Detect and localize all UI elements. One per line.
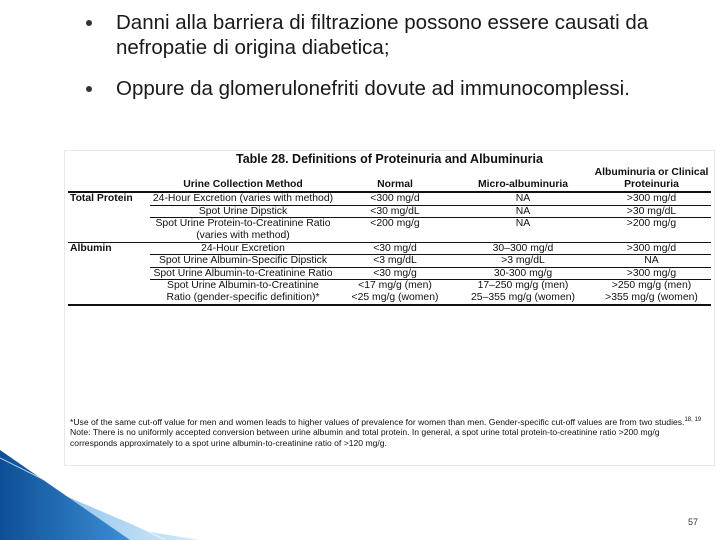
micro-cell: 30-300 mg/g [454,267,592,280]
albuminuria-cell: >300 mg/g [592,267,711,280]
method-cell: 24-Hour Excretion (varies with method) [152,193,334,205]
albuminuria-cell: NA [592,255,711,268]
method-line: Spot Urine Albumin-to-Creatinine [167,280,319,292]
table-row [68,218,711,242]
slide-decoration [0,440,720,540]
micro-cell: NA [454,218,592,242]
definitions-table-image [64,150,715,466]
header-albuminuria: Albuminuria or Clinical Proteinuria [592,167,711,192]
method-line: Ratio (gender-specific definition)* [166,291,320,303]
header-category [68,167,150,192]
category-albumin: Albumin [68,242,150,255]
table-row [68,267,711,280]
micro-cell: 30–300 mg/d [454,242,592,255]
table-row [68,280,711,305]
value-line: >355 mg/g (women) [605,291,698,303]
value-line: 25–355 mg/g (women) [471,291,575,303]
table-row [68,192,711,205]
normal-cell: <30 mg/dL [336,205,454,218]
header-microalbuminuria: Micro-albuminuria [454,167,592,192]
bullet-dot-icon [86,86,92,92]
albuminuria-cell: >300 mg/d [592,242,711,255]
method-cell: Spot Urine Protein-to-Creatinine Ratio (varies with method) [150,218,336,242]
table-header-row [68,167,711,192]
albuminuria-cell [592,280,711,305]
normal-cell: <200 mg/g [336,218,454,242]
table-row [68,255,711,268]
bullet-dot-icon [86,20,92,26]
table-row [68,205,711,218]
table-title: Table 28. Definitions of Proteinuria and Albuminuria [236,152,543,166]
decor-swoosh-dark [0,450,130,540]
bullet-text: Oppure da glomerulonefriti dovute ad immunocomplessi. [116,77,630,100]
method-cell: Spot Urine Albumin-Specific Dipstick [150,255,336,268]
bullet-item [86,76,716,101]
value-line: <25 mg/g (women) [351,291,439,303]
header-normal: Normal [336,167,454,192]
method-cell: Spot Urine Albumin-to-Creatinine Ratio [150,267,336,280]
table-row [68,242,711,255]
bullet-text: Danni alla barriera di filtrazione possono essere causati da nefropatie di origina diabetica; [116,11,649,59]
footnote-refs: 18, 19 [684,417,702,423]
value-line: <17 mg/g (men) [358,280,432,292]
micro-cell: >3 mg/dL [454,255,592,268]
albuminuria-cell: >30 mg/dL [592,205,711,218]
normal-cell: <30 mg/d [336,242,454,255]
micro-cell: NA [454,205,592,218]
footnote: *Use of the same cut-off value for men and women leads to higher values of prevalence for women than men. Gender-specific cut-off values are from two studies.$^{18, 19}$ [70,416,702,427]
note: Note: There is no uniformly accepted conversion between urine albumin and total protein. In general, a spot urine total protein-to-creatinine ratio >200 mg/g corresponds approximately to a spot urine albumin-to-creatinine ratio of >120 mg/g. [70,427,660,448]
method-cell [150,280,336,305]
normal-cell [336,280,454,305]
micro-cell [454,280,592,305]
page-number: 57 [688,517,699,527]
value-line: >250 mg/g (men) [611,280,692,292]
definitions-table [68,167,711,306]
header-method: Urine Collection Method [150,167,336,192]
albuminuria-cell: >300 mg/d [626,193,677,205]
albuminuria-cell: >200 mg/g [592,218,711,242]
bullet-item [86,10,716,60]
normal-cell: <30 mg/g [336,267,454,280]
normal-cell: <300 mg/d [370,193,420,205]
method-cell: Spot Urine Dipstick [150,205,336,218]
value-line: 17–250 mg/g (men) [477,280,569,292]
normal-cell: <3 mg/dL [336,255,454,268]
category-total-protein: Total Protein [70,193,133,205]
bullet-list [86,10,716,101]
micro-cell: NA [515,193,531,205]
method-cell: 24-Hour Excretion [150,242,336,255]
